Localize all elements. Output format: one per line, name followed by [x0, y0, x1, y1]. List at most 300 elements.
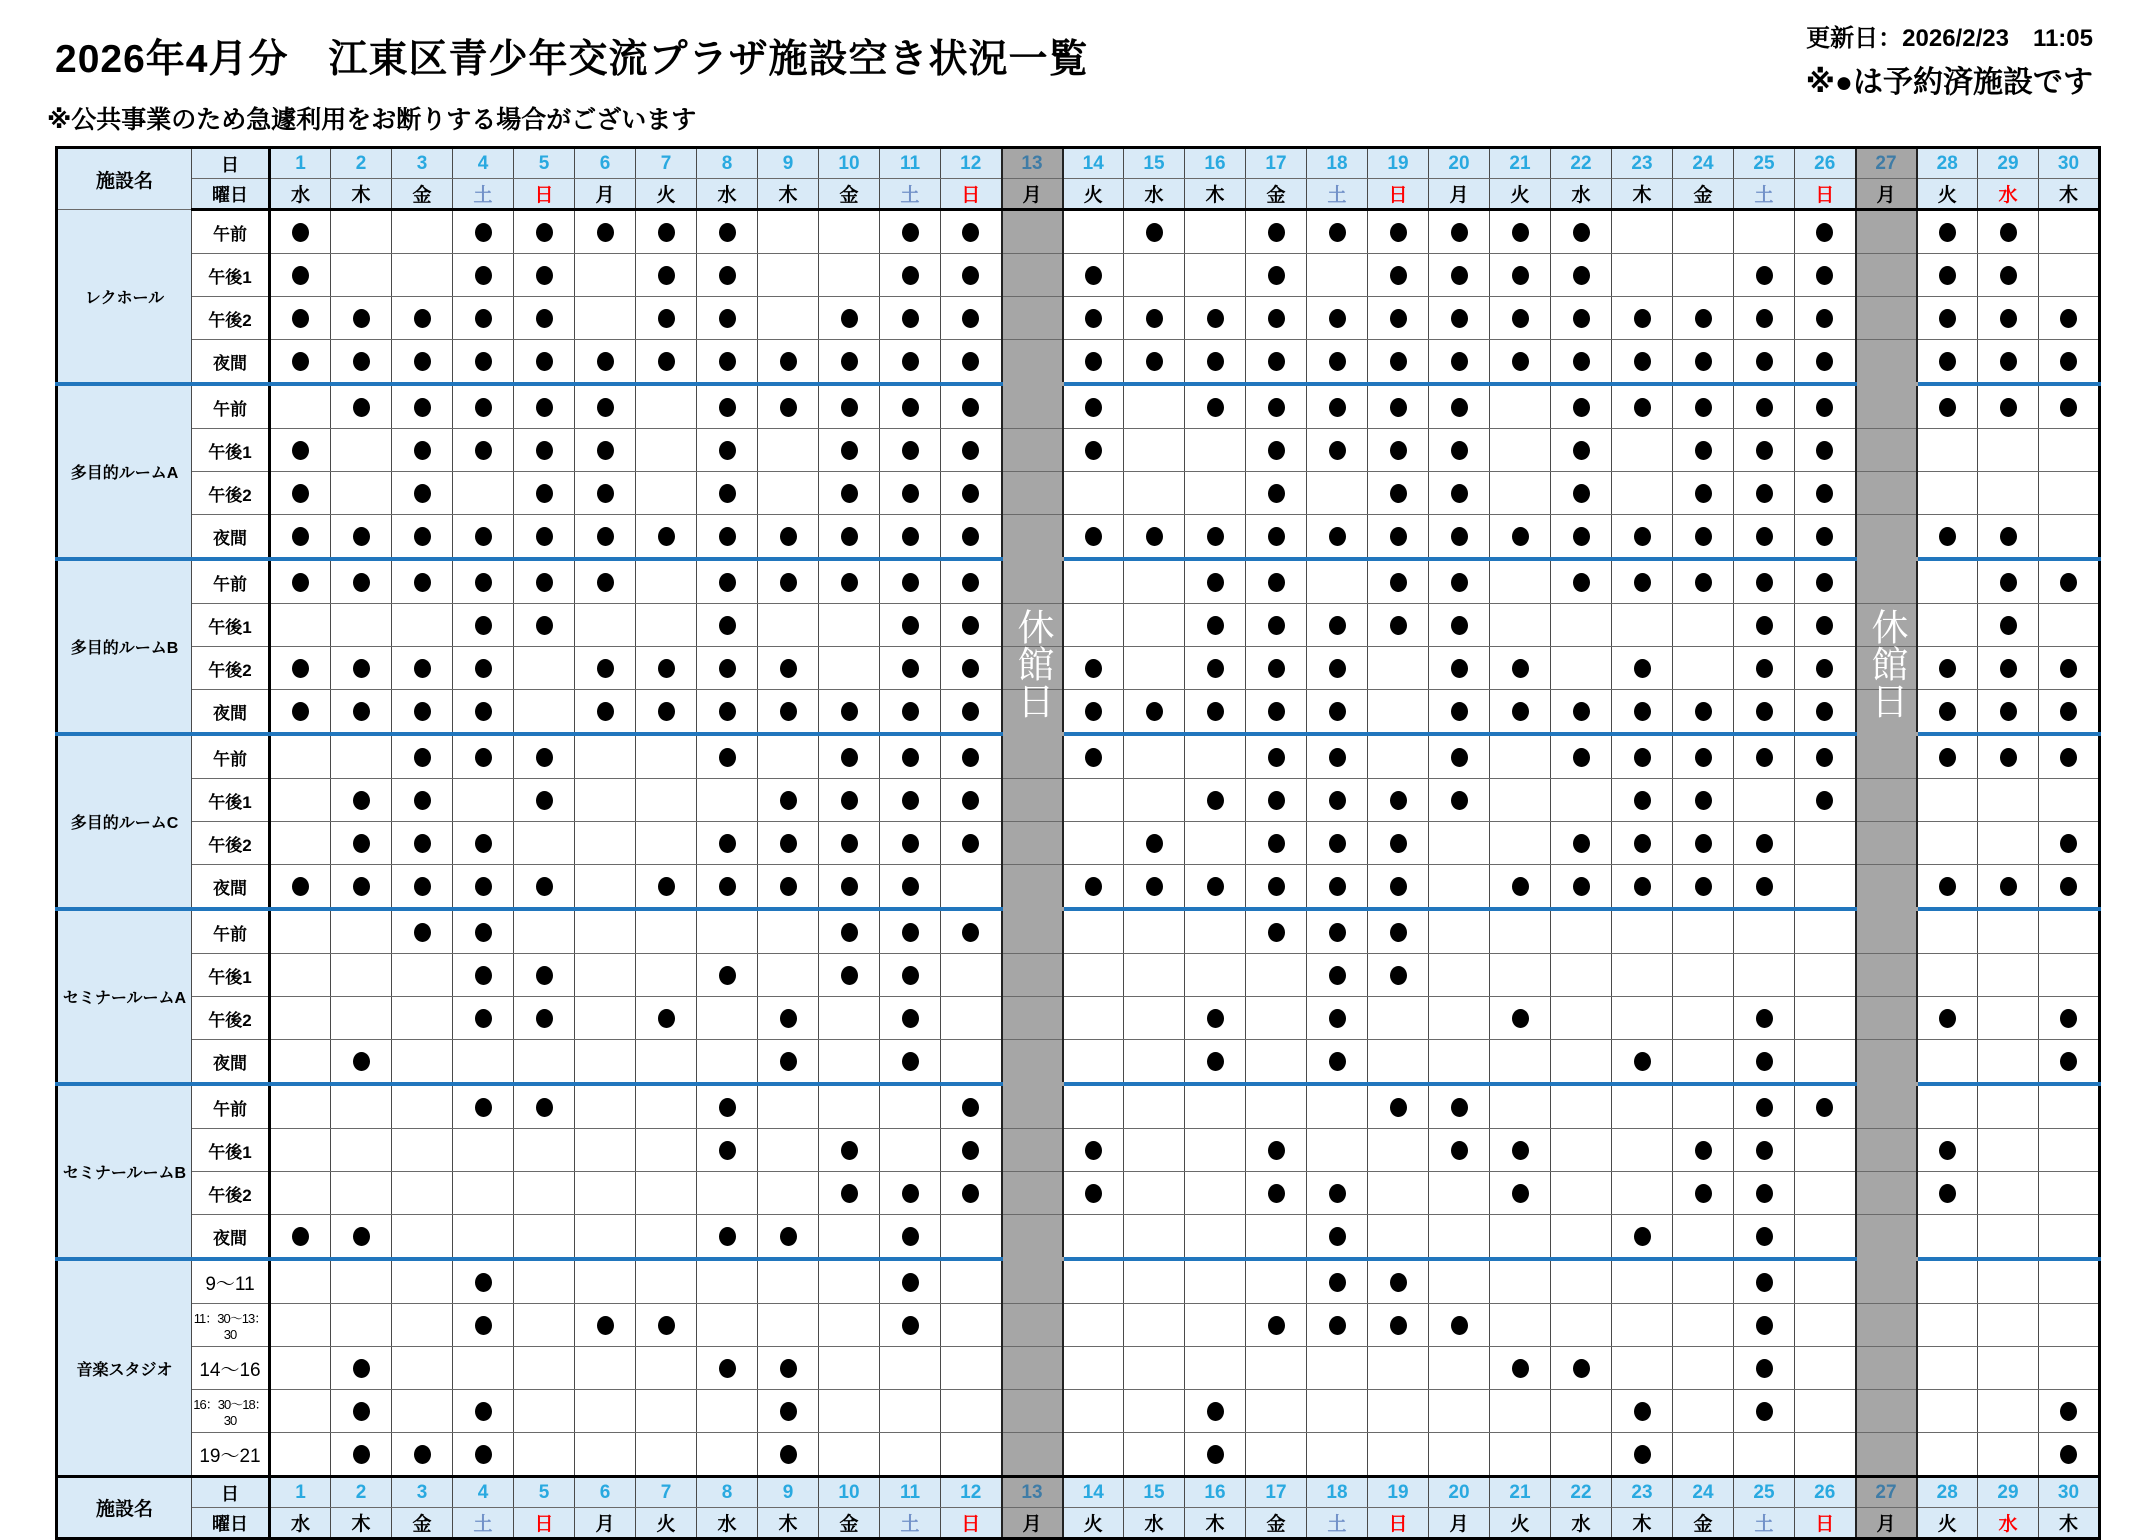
availability-cell: [392, 429, 453, 472]
reserved-dot-icon: [719, 223, 736, 242]
availability-cell: [880, 865, 941, 910]
availability-cell: [1246, 997, 1307, 1040]
reserved-dot-icon: [1268, 223, 1285, 242]
availability-cell: [1063, 340, 1124, 385]
reserved-dot-icon: [1695, 573, 1712, 592]
availability-cell: [819, 822, 880, 865]
reserved-dot-icon: [1573, 1359, 1590, 1378]
availability-cell: [1307, 954, 1368, 997]
closed-day-cell: [1856, 1040, 1917, 1085]
reserved-dot-icon: [902, 659, 919, 678]
availability-cell: [697, 1390, 758, 1433]
reserved-dot-icon: [1390, 1316, 1407, 1335]
availability-cell: [1612, 997, 1673, 1040]
availability-cell: [1063, 1129, 1124, 1172]
day-header-cell: 21: [1490, 148, 1551, 179]
availability-cell: [1185, 1172, 1246, 1215]
day-header-cell: 19: [1368, 1477, 1429, 1508]
availability-cell: [636, 1304, 697, 1347]
closed-day-cell: [1002, 1304, 1063, 1347]
facility-slot-row: [57, 254, 2100, 297]
reserved-dot-icon: [536, 1098, 553, 1117]
availability-cell: [636, 604, 697, 647]
reserved-dot-icon: [292, 441, 309, 460]
availability-cell: [758, 297, 819, 340]
availability-cell: [1917, 1040, 1978, 1085]
reserved-dot-icon: [1756, 441, 1773, 460]
availability-cell: [636, 515, 697, 560]
availability-cell: [1734, 1347, 1795, 1390]
availability-cell: [1551, 384, 1612, 429]
reserved-dot-icon: [658, 702, 675, 721]
availability-cell: [1185, 254, 1246, 297]
availability-cell: [1429, 954, 1490, 997]
availability-cell: [575, 254, 636, 297]
availability-cell: [1124, 340, 1185, 385]
availability-cell: [941, 340, 1002, 385]
availability-cell: [1551, 254, 1612, 297]
reserved-dot-icon: [414, 923, 431, 942]
availability-cell: [697, 909, 758, 954]
facility-slot-row: [57, 1433, 2100, 1477]
weekday-header-cell: 水: [1978, 179, 2039, 210]
availability-cell: [697, 210, 758, 254]
availability-cell: [636, 1390, 697, 1433]
availability-cell: [1734, 822, 1795, 865]
availability-cell: [1612, 1259, 1673, 1304]
facility-slot-row: [57, 340, 2100, 385]
reserved-dot-icon: [414, 834, 431, 853]
availability-cell: [1612, 472, 1673, 515]
availability-cell: [697, 1040, 758, 1085]
reserved-dot-icon: [1207, 527, 1224, 546]
day-header-cell: 15: [1124, 1477, 1185, 1508]
availability-cell: [1673, 865, 1734, 910]
availability-cell: [697, 472, 758, 515]
availability-cell: [575, 865, 636, 910]
availability-cell: [1429, 384, 1490, 429]
weekday-header-cell: 木: [1185, 179, 1246, 210]
availability-cell: [1917, 1390, 1978, 1433]
availability-cell: [1063, 515, 1124, 560]
availability-cell: [636, 210, 697, 254]
closed-day-cell: [1002, 865, 1063, 910]
availability-cell: [270, 384, 331, 429]
availability-cell: [819, 559, 880, 604]
availability-cell: [1246, 384, 1307, 429]
availability-cell: [331, 1215, 392, 1260]
day-header-cell: 20: [1429, 1477, 1490, 1508]
reserved-dot-icon: [292, 309, 309, 328]
availability-cell: [1063, 210, 1124, 254]
reserved-dot-icon: [536, 223, 553, 242]
facility-name-cell: セミナールームA: [57, 909, 192, 1084]
availability-cell: [453, 515, 514, 560]
availability-cell: [880, 954, 941, 997]
closed-day-cell: [1856, 822, 1917, 865]
availability-cell: [1368, 909, 1429, 954]
availability-cell: [1124, 1129, 1185, 1172]
weekday-header-cell: 月: [1429, 179, 1490, 210]
reserved-dot-icon: [719, 1098, 736, 1117]
reserved-dot-icon: [1329, 791, 1346, 810]
availability-cell: [1246, 1172, 1307, 1215]
reserved-dot-icon: [536, 573, 553, 592]
availability-cell: [1246, 340, 1307, 385]
availability-cell: [1673, 429, 1734, 472]
reserved-dot-icon: [353, 352, 370, 371]
availability-cell: [1673, 909, 1734, 954]
day-header-cell: 7: [636, 1477, 697, 1508]
availability-cell: [270, 1304, 331, 1347]
availability-cell: [697, 1304, 758, 1347]
availability-cell: [1917, 384, 1978, 429]
reserved-dot-icon: [475, 748, 492, 767]
availability-cell: [1063, 734, 1124, 779]
facility-name-cell: 音楽スタジオ: [57, 1259, 192, 1477]
availability-cell: [941, 1433, 1002, 1477]
availability-cell: [1673, 472, 1734, 515]
availability-cell: [1429, 909, 1490, 954]
reserved-dot-icon: [1756, 1009, 1773, 1028]
availability-cell: [880, 254, 941, 297]
availability-cell: [453, 647, 514, 690]
reserved-dot-icon: [962, 1184, 979, 1203]
availability-cell: [1795, 1084, 1856, 1129]
availability-cell: [1734, 1040, 1795, 1085]
closed-day-cell: [1856, 1259, 1917, 1304]
reserved-dot-icon: [1146, 702, 1163, 721]
weekday-header-cell: 日: [1795, 179, 1856, 210]
availability-cell: [575, 515, 636, 560]
availability-cell: [1307, 515, 1368, 560]
reserved-dot-icon: [536, 616, 553, 635]
reserved-dot-icon: [1268, 573, 1285, 592]
reserved-dot-icon: [841, 398, 858, 417]
availability-cell: [1063, 604, 1124, 647]
availability-cell: [1368, 1215, 1429, 1260]
availability-cell: [819, 954, 880, 997]
weekday-header-cell: 月: [575, 179, 636, 210]
reserved-dot-icon: [414, 702, 431, 721]
reserved-dot-icon: [536, 1009, 553, 1028]
availability-cell: [819, 429, 880, 472]
availability-cell: [819, 997, 880, 1040]
reserved-dot-icon: [2000, 702, 2017, 721]
reserved-dot-icon: [1634, 702, 1651, 721]
availability-cell: [392, 647, 453, 690]
facility-slot-row: [57, 1172, 2100, 1215]
availability-cell: [453, 340, 514, 385]
reserved-dot-icon: [841, 352, 858, 371]
availability-cell: [819, 779, 880, 822]
facility-slot-row: [57, 1390, 2100, 1433]
reserved-dot-icon: [1268, 309, 1285, 328]
facility-slot-row: [57, 1084, 2100, 1129]
weekday-row-label: 曜日: [192, 179, 270, 210]
availability-cell: [1612, 297, 1673, 340]
facility-slot-row: [57, 865, 2100, 910]
availability-cell: [1185, 1129, 1246, 1172]
availability-cell: [1612, 734, 1673, 779]
reserved-dot-icon: [1329, 702, 1346, 721]
availability-cell: [1063, 1259, 1124, 1304]
reserved-dot-icon: [2000, 659, 2017, 678]
reserved-dot-icon: [353, 1402, 370, 1421]
availability-cell: [331, 472, 392, 515]
reserved-dot-icon: [719, 966, 736, 985]
availability-cell: [1551, 1172, 1612, 1215]
availability-cell: [1307, 734, 1368, 779]
day-header-cell: 3: [392, 1477, 453, 1508]
availability-cell: [1551, 1215, 1612, 1260]
reserved-dot-icon: [658, 223, 675, 242]
reserved-dot-icon: [658, 309, 675, 328]
availability-cell: [1063, 1433, 1124, 1477]
reserved-dot-icon: [1695, 352, 1712, 371]
availability-cell: [1185, 1304, 1246, 1347]
availability-cell: [453, 1259, 514, 1304]
availability-cell: [880, 1433, 941, 1477]
reserved-dot-icon: [353, 309, 370, 328]
availability-cell: [1612, 954, 1673, 997]
availability-cell: [1307, 1040, 1368, 1085]
reserved-dot-icon: [1634, 352, 1651, 371]
availability-cell: [1978, 604, 2039, 647]
reserved-dot-icon: [658, 1009, 675, 1028]
reserved-dot-icon: [1268, 702, 1285, 721]
day-header-cell: 2: [331, 1477, 392, 1508]
weekday-header-cell: 日: [1368, 1508, 1429, 1539]
availability-cell: [1124, 1259, 1185, 1304]
reserved-dot-icon: [1085, 1141, 1102, 1160]
reserved-dot-icon: [1756, 352, 1773, 371]
availability-cell: [1490, 647, 1551, 690]
availability-cell: [1490, 690, 1551, 735]
availability-cell: [453, 1390, 514, 1433]
reserved-dot-icon: [1573, 266, 1590, 285]
day-header-cell: 23: [1612, 148, 1673, 179]
reserved-dot-icon: [536, 877, 553, 896]
weekday-header-cell: 水: [1551, 1508, 1612, 1539]
reserved-dot-icon: [1756, 1141, 1773, 1160]
availability-cell: [1185, 297, 1246, 340]
reserved-dot-icon: [1939, 223, 1956, 242]
availability-cell: [1185, 384, 1246, 429]
availability-cell: [453, 559, 514, 604]
availability-cell: [514, 954, 575, 997]
day-header-cell: 4: [453, 1477, 514, 1508]
reserved-dot-icon: [1329, 223, 1346, 242]
reserved-dot-icon: [2000, 352, 2017, 371]
reserved-dot-icon: [841, 484, 858, 503]
reserved-dot-icon: [2060, 659, 2077, 678]
availability-cell: [1307, 1433, 1368, 1477]
availability-cell: [1368, 429, 1429, 472]
reserved-dot-icon: [902, 748, 919, 767]
reserved-dot-icon: [292, 877, 309, 896]
availability-cell: [1246, 254, 1307, 297]
availability-cell: [514, 647, 575, 690]
availability-cell: [697, 515, 758, 560]
availability-cell: [270, 954, 331, 997]
availability-cell: [636, 254, 697, 297]
availability-cell: [2039, 954, 2100, 997]
availability-cell: [453, 1433, 514, 1477]
availability-cell: [331, 822, 392, 865]
availability-cell: [1124, 734, 1185, 779]
reserved-dot-icon: [1451, 266, 1468, 285]
availability-cell: [1978, 690, 2039, 735]
reserved-dot-icon: [902, 484, 919, 503]
availability-cell: [392, 1129, 453, 1172]
facility-slot-row: [57, 997, 2100, 1040]
availability-cell: [1673, 604, 1734, 647]
availability-cell: [1978, 297, 2039, 340]
availability-cell: [1551, 997, 1612, 1040]
reserved-dot-icon: [1390, 834, 1407, 853]
availability-cell: [1917, 1259, 1978, 1304]
availability-cell: [697, 1347, 758, 1390]
availability-cell: [514, 210, 575, 254]
reserved-dot-icon: [1268, 527, 1285, 546]
reserved-dot-icon: [292, 573, 309, 592]
day-header-cell: 17: [1246, 1477, 1307, 1508]
day-header-cell: 6: [575, 1477, 636, 1508]
availability-cell: [575, 1215, 636, 1260]
reserved-dot-icon: [2000, 527, 2017, 546]
slot-label-cell: 19～21: [192, 1433, 270, 1477]
reserved-dot-icon: [1268, 791, 1285, 810]
reserved-dot-icon: [353, 398, 370, 417]
availability-cell: [1673, 559, 1734, 604]
availability-cell: [1551, 909, 1612, 954]
slot-label-cell: 午後2: [192, 297, 270, 340]
facility-slot-row: [57, 1040, 2100, 1085]
reserved-dot-icon: [475, 966, 492, 985]
availability-cell: [758, 954, 819, 997]
reserved-dot-icon: [1816, 573, 1833, 592]
availability-cell: [514, 297, 575, 340]
closed-day-cell: [1002, 1129, 1063, 1172]
day-header-cell: 18: [1307, 148, 1368, 179]
availability-cell: [575, 779, 636, 822]
reserved-dot-icon: [414, 748, 431, 767]
availability-cell: [1490, 1347, 1551, 1390]
reserved-dot-icon: [2000, 616, 2017, 635]
reserved-dot-icon: [1146, 223, 1163, 242]
availability-cell: [1795, 779, 1856, 822]
reserved-dot-icon: [962, 441, 979, 460]
reserved-dot-icon: [1451, 1316, 1468, 1335]
weekday-header-cell: 木: [758, 179, 819, 210]
availability-cell: [1246, 734, 1307, 779]
availability-cell: [1612, 429, 1673, 472]
closed-day-cell: [1856, 297, 1917, 340]
availability-cell: [1978, 734, 2039, 779]
availability-cell: [758, 210, 819, 254]
availability-cell: [636, 734, 697, 779]
availability-cell: [1185, 909, 1246, 954]
facility-slot-row: [57, 604, 2100, 647]
reserved-dot-icon: [2000, 748, 2017, 767]
availability-cell: [1551, 1347, 1612, 1390]
availability-cell: [880, 909, 941, 954]
reserved-dot-icon: [902, 834, 919, 853]
availability-cell: [758, 909, 819, 954]
closed-day-cell: [1002, 515, 1063, 560]
reserved-dot-icon: [719, 1141, 736, 1160]
reserved-dot-icon: [1816, 441, 1833, 460]
availability-cell: [1978, 1040, 2039, 1085]
availability-cell: [1795, 254, 1856, 297]
reserved-dot-icon: [719, 659, 736, 678]
availability-cell: [2039, 734, 2100, 779]
availability-cell: [1429, 1347, 1490, 1390]
availability-cell: [1734, 297, 1795, 340]
closed-day-cell: [1002, 210, 1063, 254]
availability-cell: [1429, 734, 1490, 779]
availability-cell: [819, 384, 880, 429]
reserved-dot-icon: [1329, 616, 1346, 635]
availability-cell: [2039, 1259, 2100, 1304]
weekday-header-cell: 木: [1612, 1508, 1673, 1539]
availability-cell: [453, 997, 514, 1040]
availability-cell: [697, 384, 758, 429]
reserved-dot-icon: [719, 616, 736, 635]
availability-cell: [1429, 429, 1490, 472]
availability-cell: [331, 429, 392, 472]
availability-cell: [331, 604, 392, 647]
availability-cell: [1368, 1390, 1429, 1433]
reserved-dot-icon: [902, 1052, 919, 1071]
weekday-header-cell: 火: [1490, 1508, 1551, 1539]
availability-cell: [1673, 1259, 1734, 1304]
availability-cell: [2039, 997, 2100, 1040]
reserved-dot-icon: [1695, 1141, 1712, 1160]
reserved-dot-icon: [902, 1009, 919, 1028]
facility-slot-row: [57, 429, 2100, 472]
reserved-dot-icon: [1207, 352, 1224, 371]
availability-cell: [1307, 1347, 1368, 1390]
availability-cell: [1612, 559, 1673, 604]
reserved-dot-icon: [902, 877, 919, 896]
availability-cell: [270, 1390, 331, 1433]
availability-cell: [1124, 472, 1185, 515]
weekday-header-cell: 水: [270, 179, 331, 210]
availability-cell: [1795, 1304, 1856, 1347]
reserved-dot-icon: [1756, 1359, 1773, 1378]
availability-cell: [1490, 604, 1551, 647]
closed-day-cell: [1002, 1040, 1063, 1085]
availability-cell: [2039, 340, 2100, 385]
availability-cell: [880, 822, 941, 865]
availability-cell: [1307, 1172, 1368, 1215]
day-header-cell: 12: [941, 148, 1002, 179]
availability-cell: [1978, 1433, 2039, 1477]
availability-cell: [1368, 1084, 1429, 1129]
availability-cell: [575, 1433, 636, 1477]
availability-cell: [1429, 647, 1490, 690]
availability-cell: [1734, 384, 1795, 429]
reserved-dot-icon: [1512, 266, 1529, 285]
availability-cell: [514, 1040, 575, 1085]
day-header-cell: 10: [819, 1477, 880, 1508]
availability-cell: [1124, 1084, 1185, 1129]
day-header-cell: 28: [1917, 148, 1978, 179]
reserved-dot-icon: [1207, 877, 1224, 896]
availability-cell: [1978, 1390, 2039, 1433]
